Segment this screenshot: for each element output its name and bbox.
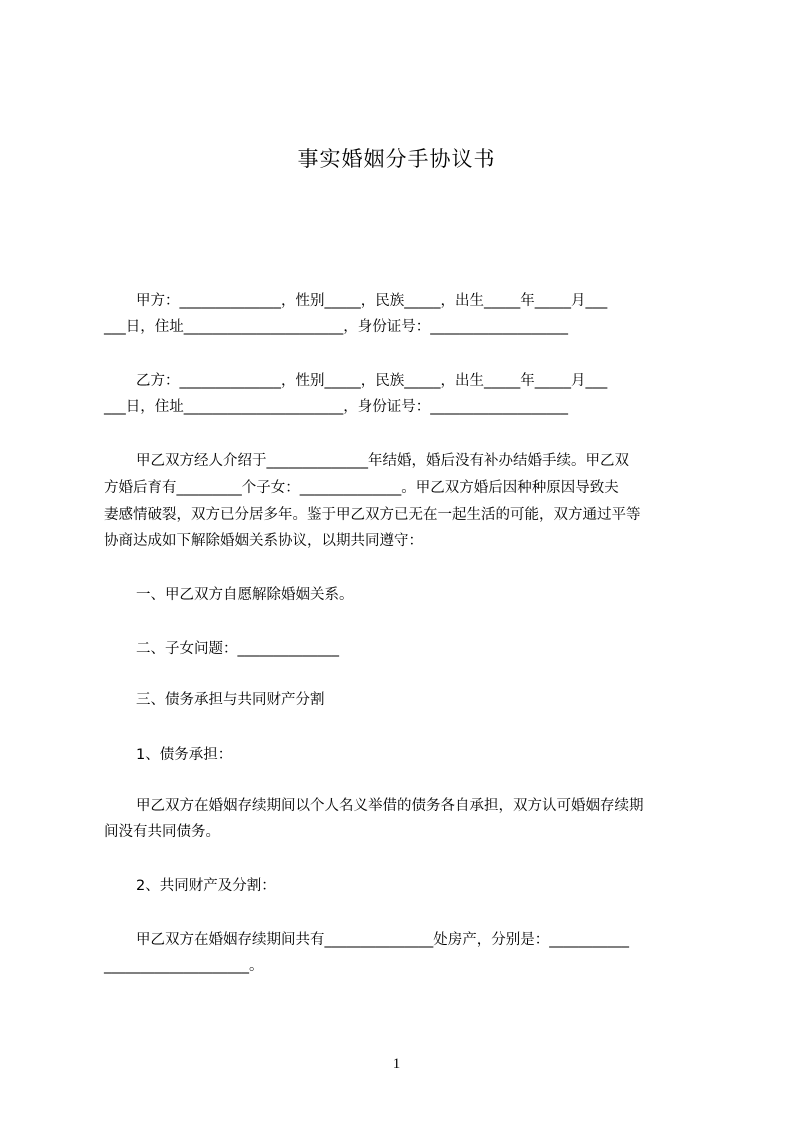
party-a-line-1: 甲方：______________，性别_____，民族_____，出生_____年_____月___ [136,293,608,309]
document-title: 事实婚姻分手协议书 [297,147,496,171]
property-paragraph-line-2: ____________________。 [104,958,264,974]
debt-paragraph-line-2: 间没有共同债务。 [104,824,220,840]
debt-paragraph-line-1: 甲乙双方在婚姻存续期间以个人名义举借的债务各自承担，双方认可婚姻存续期 [136,798,644,814]
party-b-line-2: ___日，住址______________________，身份证号：___________________ [104,399,568,415]
subclause-2-heading: 2、共同财产及分割： [136,878,276,894]
intro-paragraph-line-1: 甲乙双方经人介绍于______________年结婚，婚后没有补办结婚手续。甲乙双 [136,453,629,469]
subclause-1-heading: 1、债务承担： [136,747,233,763]
clause-2: 二、子女问题：______________ [136,641,339,657]
intro-paragraph-line-3: 妻感情破裂，双方已分居多年。鉴于甲乙双方已无在一起生活的可能，双方通过平等 [104,507,641,523]
intro-paragraph-line-2: 方婚后育有_________个子女：______________。甲乙双方婚后因种种原因导致夫 [104,480,619,496]
property-paragraph-line-1: 甲乙双方在婚姻存续期间共有_______________处房产，分别是：___________ [136,932,629,948]
page-number: 1 [392,1056,401,1072]
party-a-line-2: ___日，住址______________________，身份证号：___________________ [104,319,568,335]
clause-3-heading: 三、债务承担与共同财产分割 [136,692,325,708]
clause-1: 一、甲乙双方自愿解除婚姻关系。 [136,587,354,603]
party-b-line-1: 乙方：______________，性别_____，民族_____，出生_____年_____月___ [136,373,608,389]
intro-paragraph-line-4: 协商达成如下解除婚姻关系协议，以期共同遵守： [104,533,423,549]
